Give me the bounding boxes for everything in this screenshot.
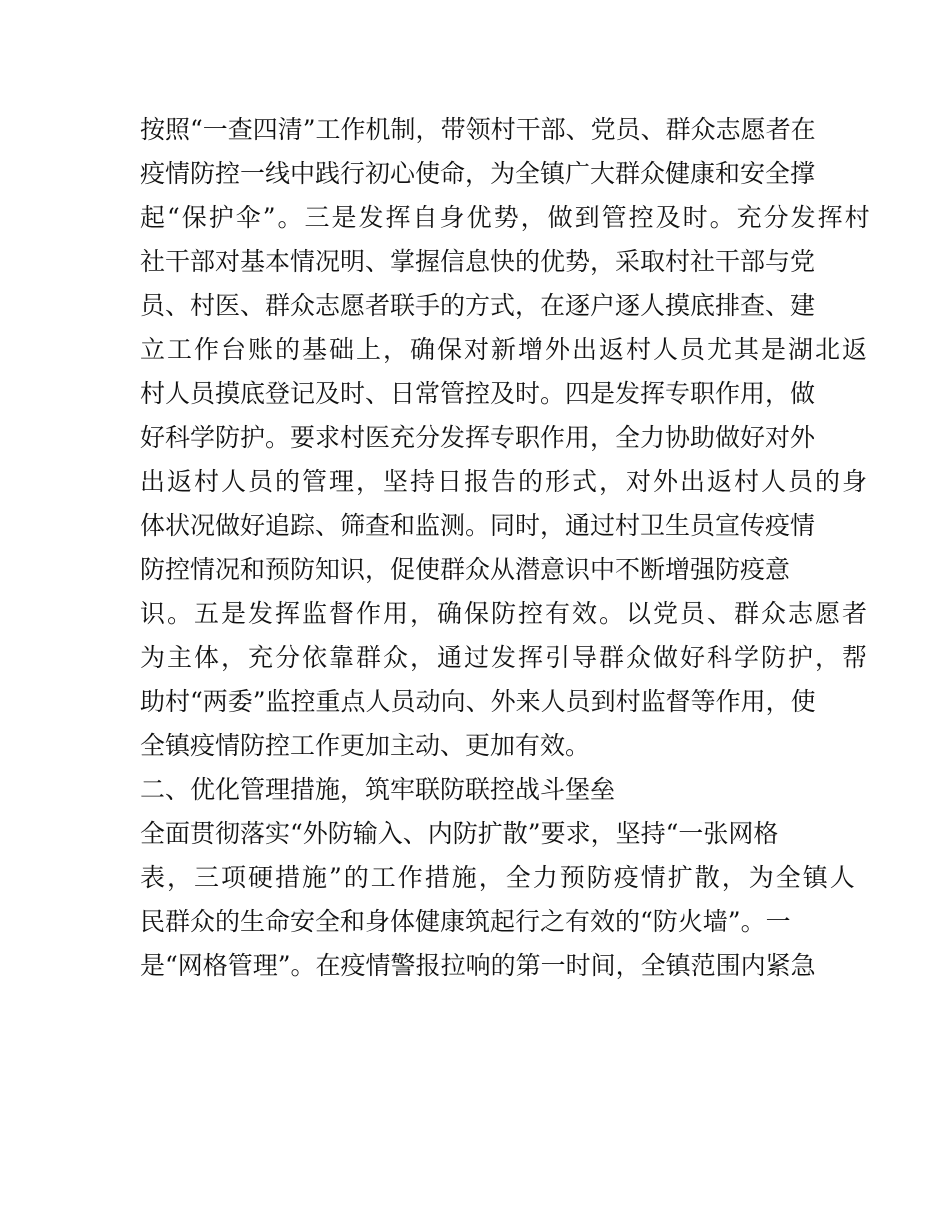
text-line: 员、村医、群众志愿者联手的方式，在逐户逐人摸底排查、建	[140, 291, 816, 320]
text-line: 体状况做好追踪、筛查和监测。同时，通过村卫生员宣传疫情	[140, 511, 816, 540]
text-line: 立工作台账的基础上，确保对新增外出返村人员尤其是湖北返	[140, 335, 870, 364]
text-line: 助村“两委”监控重点人员动向、外来人员到村监督等作用，使	[140, 687, 816, 716]
text-line: 表，三项硬措施”的工作措施，全力预防疫情扩散，为全镇人	[140, 863, 857, 892]
text-line: 好科学防护。要求村医充分发挥专职作用，全力协助做好对外	[140, 423, 816, 452]
text-line: 村人员摸底登记及时、日常管控及时。四是发挥专职作用，做	[140, 379, 816, 408]
section-heading: 二、优化管理措施，筑牢联防联控战斗堡垒	[140, 775, 616, 804]
text-line: 起“保护伞”。三是发挥自身优势，做到管控及时。充分发挥村	[140, 203, 872, 232]
text-line: 民群众的生命安全和身体健康筑起行之有效的“防火墙”。一	[140, 907, 791, 936]
text-line: 疫情防控一线中践行初心使命，为全镇广大群众健康和安全撑	[140, 159, 816, 188]
text-line: 社干部对基本情况明、掌握信息快的优势，采取村社干部与党	[140, 247, 816, 276]
text-line: 按照“一查四清”工作机制，带领村干部、党员、群众志愿者在	[140, 115, 816, 144]
text-line: 防控情况和预防知识，促使群众从潜意识中不断增强防疫意	[140, 555, 791, 584]
text-line: 为主体，充分依靠群众，通过发挥引导群众做好科学防护，帮	[140, 643, 870, 672]
text-line: 全镇疫情防控工作更加主动、更加有效。	[140, 731, 591, 760]
body-text	[140, 108, 872, 988]
text-line: 识。五是发挥监督作用，确保防控有效。以党员、群众志愿者	[140, 599, 870, 628]
text-line: 出返村人员的管理，坚持日报告的形式，对外出返村人员的身	[140, 467, 870, 496]
text-line: 是“网格管理”。在疫情警报拉响的第一时间，全镇范围内紧急	[140, 951, 816, 980]
text-line: 全面贯彻落实“外防输入、内防扩散”要求，坚持“一张网格	[140, 819, 779, 848]
